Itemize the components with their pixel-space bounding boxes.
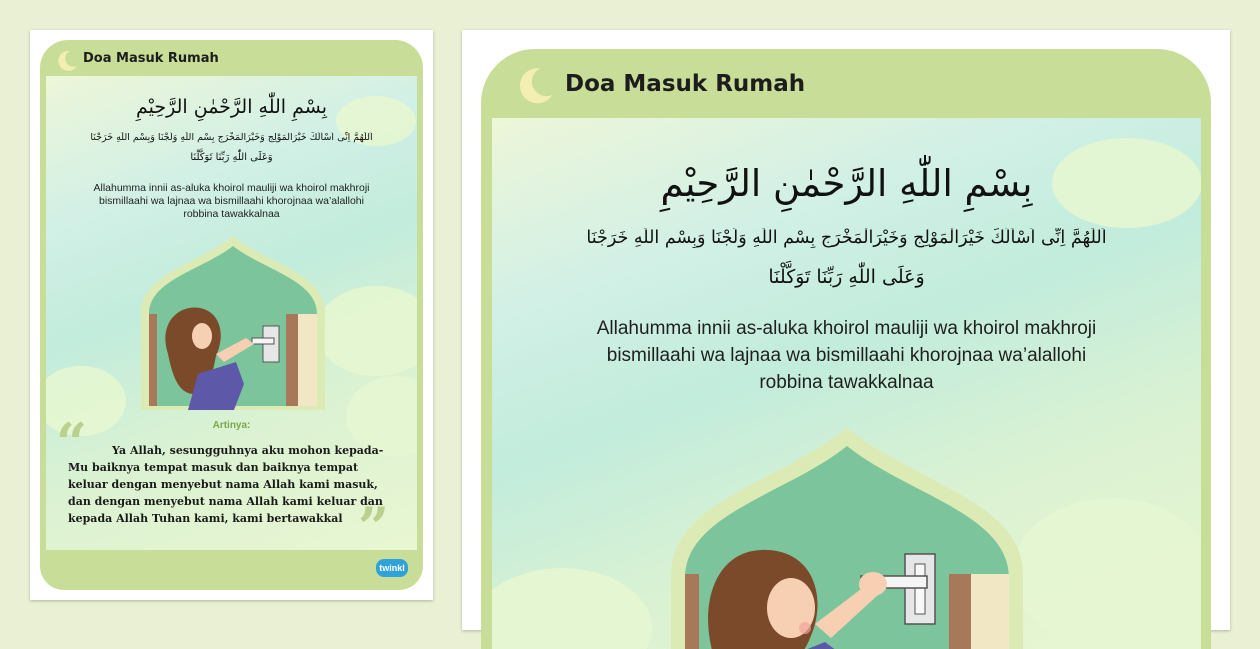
small-content-panel xyxy=(46,76,417,550)
crescent-moon-icon-large xyxy=(514,65,556,107)
large-arabic-line-2: وَعَلَى اللّٰهِ رَبِّنَا تَوَكَّلْنَا xyxy=(768,266,925,288)
large-content-panel xyxy=(492,118,1201,649)
large-transliteration-2: bismillaahi wa lajnaa wa bismillaahi khorojnaa wa’alallohi xyxy=(606,345,1087,366)
large-arabic-line-1: اَللّٰهُمَّ اِنِّى اَسْأَلُكَ خَيْرَالْمَوْلِجِ وَخَيْرَالْمَخْرَجِ بِسْمِ اللّٰهِ وَلَجْنَا وَبِسْمِ اللّٰهِ خَرَجْنَا xyxy=(586,228,1107,248)
twinkl-logo: twinkl xyxy=(376,559,408,577)
large-transliteration-1: Allahumma innii as-aluka khoirol mauliji wa khoirol makhroji xyxy=(596,318,1097,339)
small-arabic-line-2: وَعَلَى اللّٰهِ رَبِّنَا تَوَكَّلْنَا xyxy=(190,152,273,163)
small-transliteration-3: robbina tawakkalnaa xyxy=(183,208,280,220)
small-meaning-5: kepada Allah Tuhan kami, kami bertawakkal xyxy=(68,512,343,525)
small-poster-frame xyxy=(40,40,423,590)
small-door-illustration xyxy=(138,234,328,410)
large-transliteration-3: robbina tawakkalnaa xyxy=(759,372,934,393)
close-quote-icon: ” xyxy=(358,495,390,550)
large-poster-page xyxy=(462,30,1230,630)
small-basmala: بِسْمِ اللّٰهِ الرَّحْمٰنِ الرَّحِيْمِ xyxy=(136,96,327,118)
crescent-moon-icon xyxy=(55,49,79,73)
small-meaning-1: Ya Allah, sesungguhnya aku mohon kepada- xyxy=(112,444,384,457)
small-transliteration-2: bismillaahi wa lajnaa wa bismillaahi khorojnaa wa’alallohi xyxy=(99,195,364,207)
small-transliteration-1: Allahumma innii as-aluka khoirol mauliji wa khoirol makhroji xyxy=(93,182,370,194)
small-meaning-3: keluar dengan menyebut nama Allah kami masuk, xyxy=(68,478,378,491)
small-arabic-line-1: اَللّٰهُمَّ اِنِّى اَسْأَلُكَ خَيْرَالْمَوْلِجِ وَخَيْرَالْمَخْرَجِ بِسْمِ اللّٰهِ وَلَجْنَا وَبِسْمِ اللّٰهِ خَرَجْنَا xyxy=(90,132,373,143)
small-meaning-label: Artinya: xyxy=(212,420,251,431)
large-poster-title: Doa Masuk Rumah xyxy=(565,71,806,97)
large-poster-frame xyxy=(481,49,1211,649)
large-basmala: بِسْمِ اللّٰهِ الرَّحْمٰنِ الرَّحِيْمِ xyxy=(660,162,1033,205)
large-door-illustration xyxy=(665,424,1029,649)
small-meaning-4: dan dengan menyebut nama Allah kami keluar dan xyxy=(68,495,383,508)
small-meaning-2: Mu baiknya tempat masuk dan baiknya tempat xyxy=(68,461,359,474)
small-poster-page xyxy=(30,30,433,600)
open-quote-icon: “ xyxy=(56,411,88,475)
small-poster-title: Doa Masuk Rumah xyxy=(83,51,219,66)
